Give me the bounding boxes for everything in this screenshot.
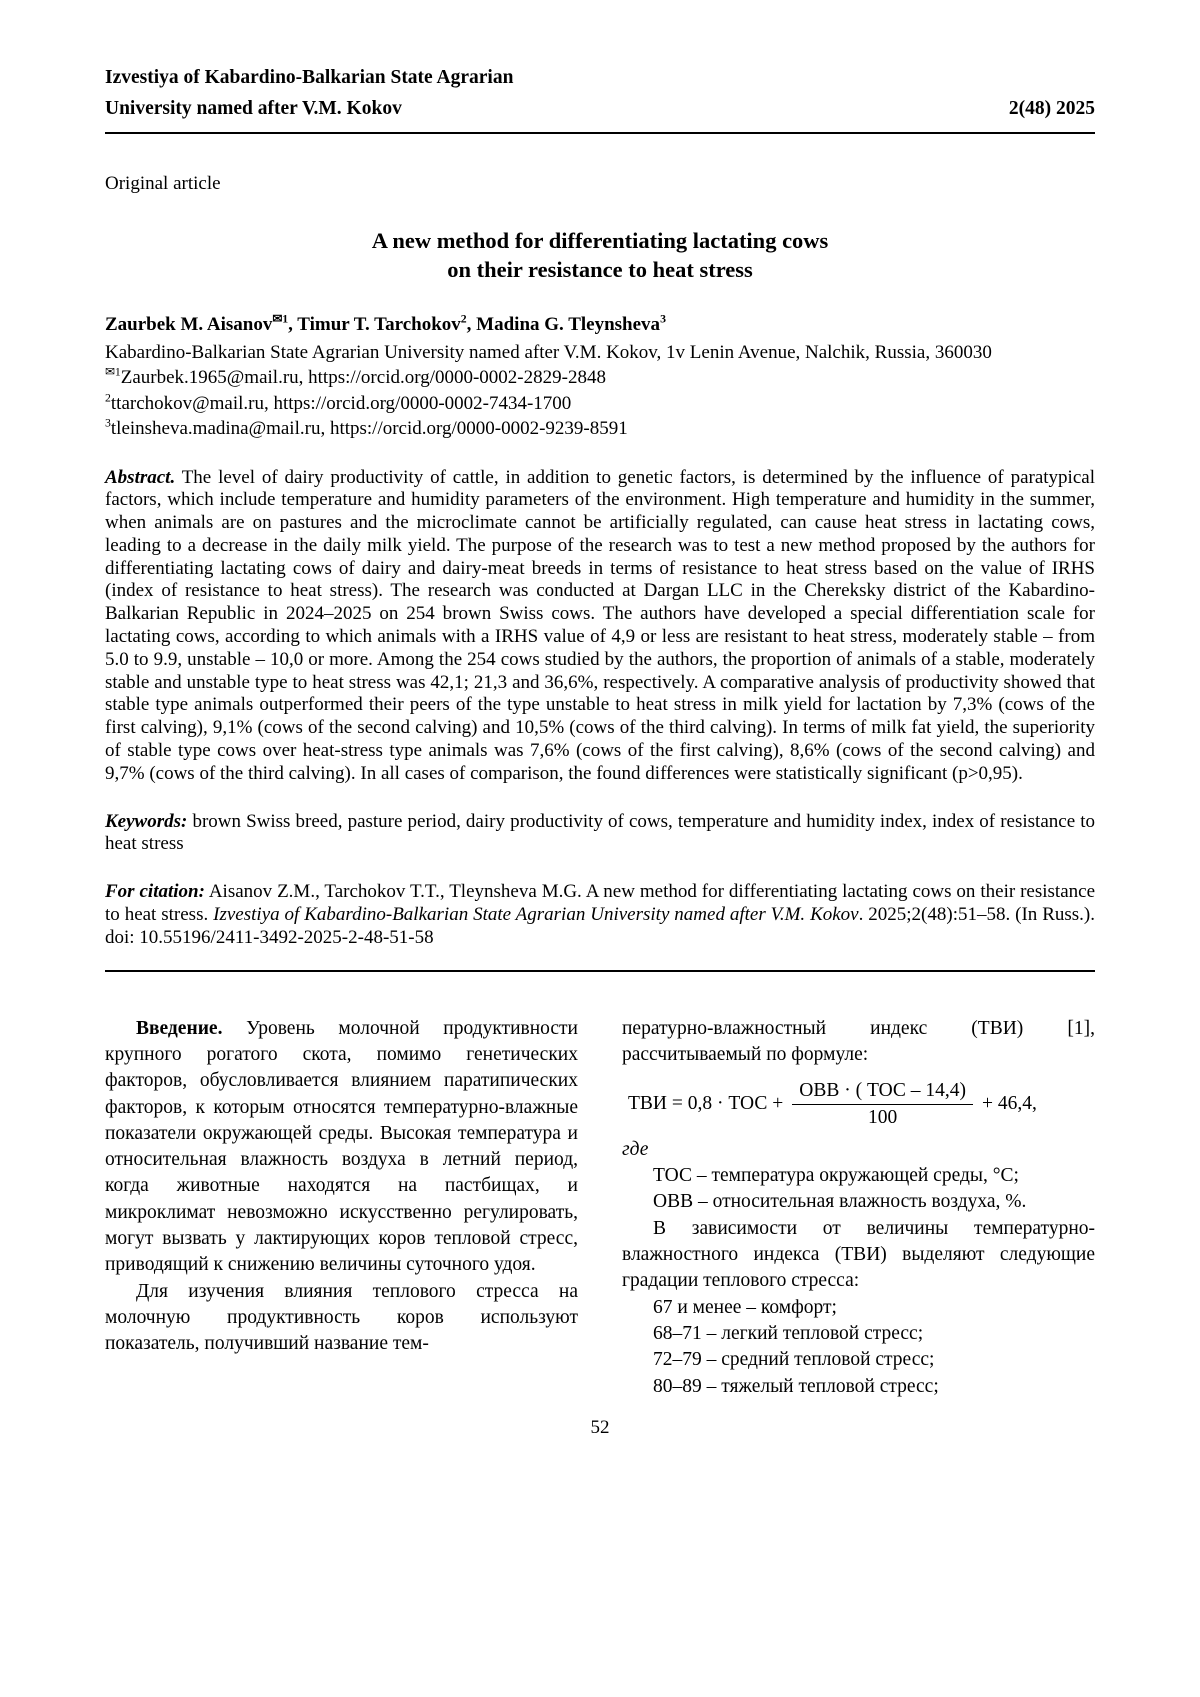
- contact-line-3: [105, 416, 1095, 442]
- formula-tail: + 46,4,: [982, 1093, 1037, 1115]
- header-divider: [105, 132, 1095, 134]
- article-title-line1: A new method for differentiating lactating cows: [371, 228, 829, 253]
- author-1-name: Zaurbek M. Aisanov: [105, 314, 273, 335]
- two-column-body: [105, 1016, 1095, 1400]
- author-2-name: Timur T. Tarchokov: [297, 314, 461, 335]
- gradation-item-1: 67 и менее – комфорт;: [653, 1296, 837, 1318]
- contact-1-superscript: ✉1: [105, 365, 121, 379]
- contact-1-email-orcid: Zaurbek.1965@mail.ru, https://orcid.org/0000-0002-2829-2848: [120, 367, 606, 388]
- abstract-text: The level of dairy productivity of cattle, in addition to genetic factors, is determined by the influence of paratypical factors, which include temperature and humidity parameters of the environment. High temperature and humidity in the summer, when animals are on pastures and the microclimate cannot be artificially regulated, can cause heat stress in lactating cows, leading to a decrease in the daily milk yield. The purpose of the research was to test a new method proposed by the authors for differentiating lactating cows of dairy and dairy-meat breeds in terms of resistance to heat stress based on the value of IRHS (index of resistance to heat stress). The research was conducted at Dargan LLC in the Chereksky district of the Kabardino-Balkarian Republic in 2024–2025 on 254 brown Swiss cows. The authors have developed a special differentiation scale for lactating cows, according to which animals with a IRHS value of 4,9 or less are resistant to heat stress, moderately stable – from 5.0 to 9.9, unstable – 10,0 or more. Among the 254 cows studied by the authors, the proportion of animals of a stable, moderately stable and unstable type to heat stress was 42,1; 21,3 and 36,6%, respectively. A comparative analysis of productivity showed that stable type animals outperformed their peers of the type unstable to heat stress in milk yield for lactation by 7,3% (cows of the first calving), 9,1% (cows of the second calving) and 10,5% (cows of the third calving). In terms of milk fat yield, the superiority of stable type cows over heat-stress type animals was 7,6% (cows of the first calving), 8,6% (cows of the second calving) and 9,7% (cows of the third calving). In all cases of comparison, the found differences were statistically significant (p>0,95).: [105, 466, 1095, 784]
- keywords-label: Keywords:: [105, 810, 188, 832]
- contact-list: [105, 365, 1095, 442]
- section-divider: [105, 970, 1095, 972]
- formula-lead: ТВИ = 0,8 · ТОС +: [628, 1093, 784, 1115]
- contact-3-superscript: 3: [105, 416, 111, 430]
- author-2: [297, 314, 471, 335]
- gradation-item-2: 68–71 – легкий тепловой стресс;: [653, 1322, 924, 1344]
- author-separator: ,: [466, 314, 472, 335]
- issue-number: 2(48) 2025: [1008, 98, 1095, 119]
- contact-line-1: [105, 365, 1095, 391]
- formula-tvi: [628, 1080, 1095, 1129]
- citation-text: Aisanov Z.M., Tarchokov T.T., Tleynsheva M.G. A new method for differentiating lactating cows on their resistance to heat stress.: [105, 881, 1096, 926]
- formula-fraction: [792, 1080, 973, 1129]
- introduction-paragraph: [105, 1016, 578, 1279]
- contact-2-superscript: 2: [105, 391, 111, 405]
- author-1-email-mark: ✉1: [272, 312, 289, 326]
- citation-tail: . 2025;2(48):51–58. (In Russ.). doi: 10.55196/2411-3492-2025-2-48-51-58: [105, 904, 1096, 948]
- article-title: [105, 226, 1095, 284]
- article-type-label: Original article: [105, 173, 221, 194]
- citation: [105, 881, 1095, 949]
- formula-denominator: 100: [868, 1107, 898, 1129]
- right-paragraph-2: В зависимости от величины температурно-влажностного индекса (ТВИ) выделяют следующие градации теплового стресса:: [622, 1217, 1095, 1292]
- authors-line: [105, 312, 1095, 337]
- affiliation: Kabardino-Balkarian State Agrarian University named after V.M. Kokov, 1v Lenin Avenue, Nalchik, Russia, 360030: [105, 342, 992, 363]
- journal-header: [105, 66, 1095, 134]
- author-3: [476, 314, 666, 335]
- definition-toc: ТОС – температура окружающей среды, °С;: [653, 1165, 1019, 1187]
- gradation-item-3: 72–79 – средний тепловой стресс;: [653, 1349, 935, 1371]
- citation-label: For citation:: [105, 881, 205, 903]
- contact-2-email-orcid: ttarchokov@mail.ru, https://orcid.org/0000-0002-7434-1700: [110, 392, 572, 414]
- author-separator: ,: [288, 314, 293, 335]
- keywords-text: brown Swiss breed, pasture period, dairy productivity of cows, temperature and humidity index, index of resistance to heat stress: [105, 810, 1096, 855]
- gradation-item-4: 80–89 – тяжелый тепловой стресс;: [653, 1375, 939, 1397]
- formula-numerator: ОВВ · ( ТОС – 14,4): [792, 1080, 973, 1105]
- page-number: 52: [590, 1416, 610, 1438]
- author-2-superscript: 2: [460, 312, 467, 326]
- abstract: [105, 467, 1095, 786]
- journal-name-line2: University named after V.M. Kokov: [105, 98, 402, 119]
- author-1: [105, 314, 293, 335]
- left-paragraph-2: Для изучения влияния теплового стресса на молочную продуктивность коров используют показатель, получивший название тем-: [105, 1280, 578, 1355]
- journal-header-row: [105, 97, 1095, 121]
- keywords: [105, 811, 1095, 857]
- introduction-label: Введение.: [136, 1017, 223, 1039]
- citation-journal-name: Izvestiya of Kabardino-Balkarian State Agrarian University named after V.M. Kokov: [213, 904, 859, 926]
- introduction-text: Уровень молочной продуктивности крупного рогатого скота, помимо генетических факторов, обусловливается влиянием паратипических факторов, к которым относятся температурно-влажные показатели окружающей среды. Высокая температура и относительная влажность воздуха в летний период, когда животные находятся на пастбищах, и микроклимат невозможно искусственно регулировать, могут вызвать у лактирующих коров тепловой стресс, приводящий к снижению величины суточного удоя.: [105, 1017, 578, 1276]
- abstract-label: Abstract.: [105, 466, 176, 488]
- left-column: [105, 1016, 578, 1400]
- contact-3-email-orcid: tleinsheva.madina@mail.ru, https://orcid.org/0000-0002-9239-8591: [110, 418, 628, 439]
- where-label: где: [622, 1138, 649, 1160]
- definition-ovv: ОВВ – относительная влажность воздуха, %.: [653, 1191, 1027, 1213]
- right-column: [622, 1016, 1095, 1400]
- author-3-name: Madina G. Tleynsheva: [476, 314, 661, 335]
- contact-line-2: [105, 391, 1095, 417]
- journal-name-line1: Izvestiya of Kabardino-Balkarian State Agrarian: [105, 67, 514, 88]
- right-paragraph-1: пературно-влажностный индекс (ТВИ) [1], рассчитываемый по формуле:: [622, 1017, 1095, 1065]
- author-3-superscript: 3: [660, 312, 666, 326]
- article-title-line2: on their resistance to heat stress: [447, 257, 753, 282]
